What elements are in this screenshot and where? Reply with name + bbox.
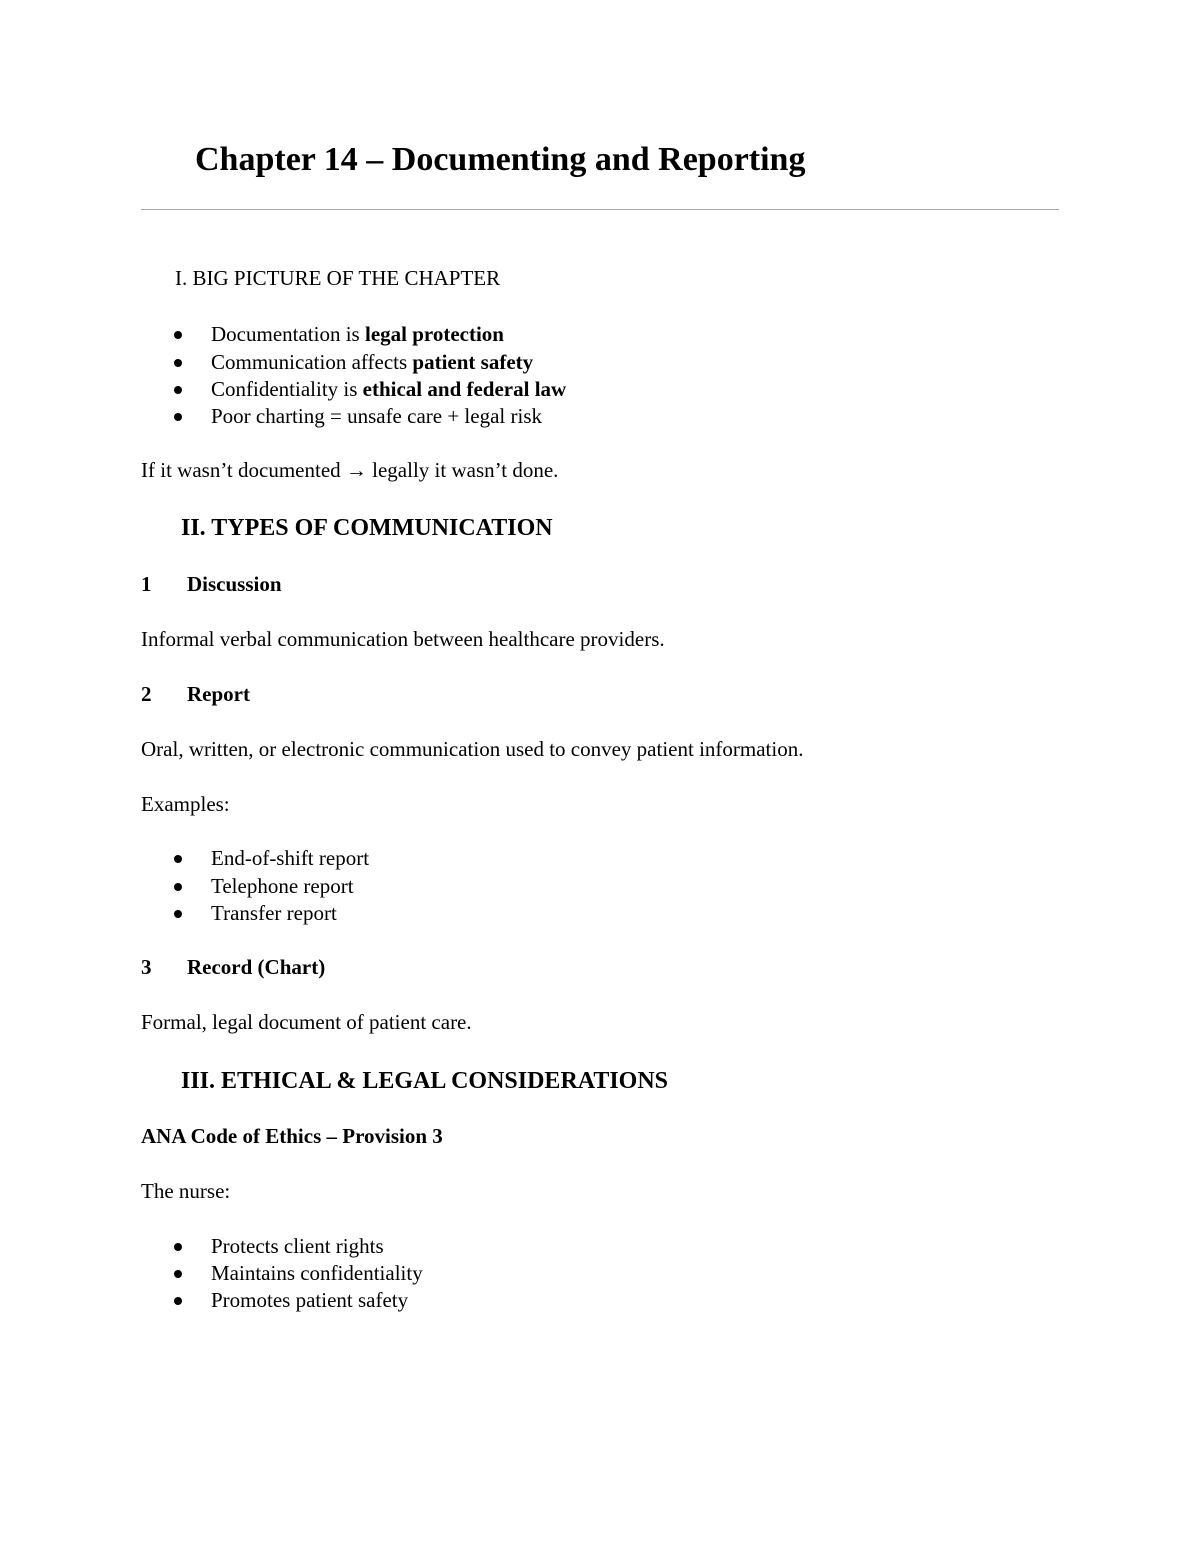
item-description: Oral, written, or electronic communication used to convey patient information. xyxy=(141,737,804,761)
examples-label: Examples: xyxy=(141,792,230,816)
bullet-dot xyxy=(174,386,182,394)
list-item-emphasis: patient safety xyxy=(412,350,534,374)
item-label-report: Report xyxy=(187,682,250,706)
section-heading-types: II. TYPES OF COMMUNICATION xyxy=(181,515,553,541)
list-item xyxy=(211,406,542,427)
list-item xyxy=(211,324,504,345)
list-item-text: Communication affects xyxy=(211,350,413,374)
list-item: Telephone report xyxy=(211,874,354,898)
list-item: Protects client rights xyxy=(211,1234,384,1258)
bullet-dot xyxy=(174,883,182,891)
list-item: Maintains confidentiality xyxy=(211,1261,423,1285)
list-item-emphasis: legal protection xyxy=(364,322,504,346)
list-item: Transfer report xyxy=(211,901,337,925)
bullet-dot xyxy=(174,331,182,339)
list-item-emphasis: ethical and federal law xyxy=(362,377,567,401)
page-title: Chapter 14 – Documenting and Reporting xyxy=(195,141,806,178)
item-number: 3 xyxy=(141,955,152,979)
list-item-text: Documentation is xyxy=(211,322,365,346)
item-number: 2 xyxy=(141,682,152,706)
bullet-dot xyxy=(174,910,182,918)
subheading-ana-code: ANA Code of Ethics – Provision 3 xyxy=(141,1124,443,1148)
list-item-text: Confidentiality is xyxy=(211,377,363,401)
bullet-dot xyxy=(174,1297,182,1305)
item-label-record: Record (Chart) xyxy=(187,955,326,979)
intro-text: The nurse: xyxy=(141,1179,231,1203)
key-note: If it wasn’t documented → legally it wasn’t done. xyxy=(141,458,559,482)
bullet-dot xyxy=(174,1270,182,1278)
list-item: End-of-shift report xyxy=(211,846,370,870)
list-item: Promotes patient safety xyxy=(211,1288,409,1312)
title-divider xyxy=(141,209,1059,210)
list-item xyxy=(211,352,533,373)
list-item xyxy=(211,379,566,400)
item-label-discussion: Discussion xyxy=(187,572,282,596)
bullet-dot xyxy=(174,855,182,863)
section-heading-big-picture: I. BIG PICTURE OF THE CHAPTER xyxy=(175,266,501,290)
bullet-dot xyxy=(174,359,182,367)
item-number: 1 xyxy=(141,572,152,596)
section-heading-ethical-legal: III. ETHICAL & LEGAL CONSIDERATIONS xyxy=(181,1068,669,1094)
bullet-dot xyxy=(174,413,182,421)
bullet-dot xyxy=(174,1243,182,1251)
item-description: Informal verbal communication between healthcare providers. xyxy=(141,627,665,651)
item-description: Formal, legal document of patient care. xyxy=(141,1010,472,1034)
list-item-text: Poor charting = unsafe care + legal risk xyxy=(211,404,542,428)
